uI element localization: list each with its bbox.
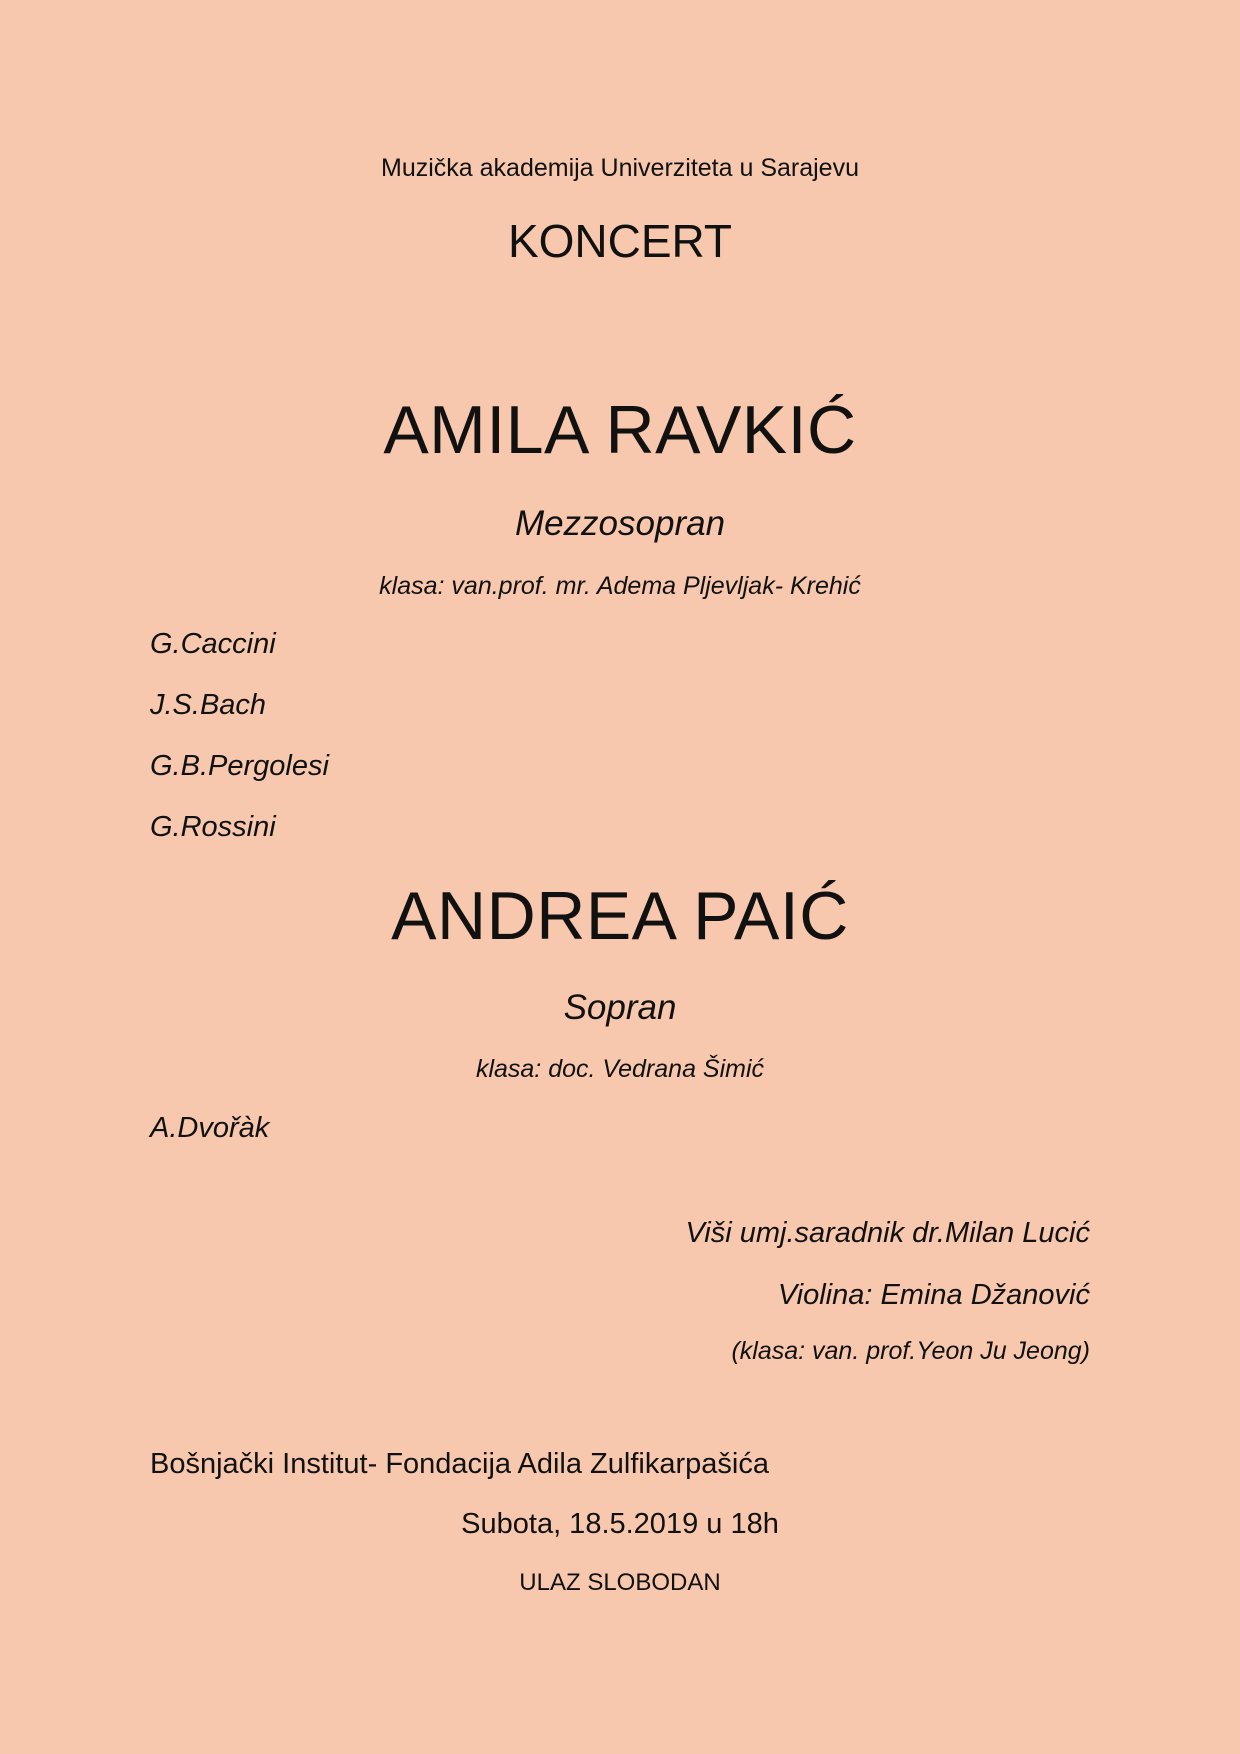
violin-credit: Violina: Emina Džanović [777, 1279, 1090, 1311]
event-datetime: Subota, 18.5.2019 u 18h [461, 1508, 779, 1540]
voice-type: Sopran [563, 988, 677, 1027]
voice-type: Mezzosopran [514, 504, 726, 543]
composer-item: J.S.Bach [150, 689, 267, 721]
violin-class-credit: (klasa: van. prof.Yeon Ju Jeong) [731, 1337, 1090, 1365]
performer-name: ANDREA PAIĆ [391, 878, 849, 954]
teacher-class: klasa: doc. Vedrana Šimić [475, 1055, 765, 1083]
institution-name: Muzička akademija Univerziteta u Sarajevu [381, 154, 859, 182]
performer-name: AMILA RAVKIĆ [383, 392, 857, 468]
composer-item: G.Rossini [150, 811, 276, 843]
venue: Bošnjački Institut- Fondacija Adila Zulfikarpašića [150, 1448, 769, 1480]
pianist-credit: Viši umj.saradnik dr.Milan Lucić [685, 1217, 1090, 1249]
composer-item: G.B.Pergolesi [150, 750, 329, 782]
entry-notice: ULAZ SLOBODAN [519, 1569, 721, 1596]
composer-item: G.Caccini [150, 628, 276, 660]
composer-item: A.Dvořàk [150, 1112, 270, 1144]
poster-title: KONCERT [507, 215, 733, 267]
teacher-class: klasa: van.prof. mr. Adema Pljevljak- Krehić [379, 572, 861, 600]
